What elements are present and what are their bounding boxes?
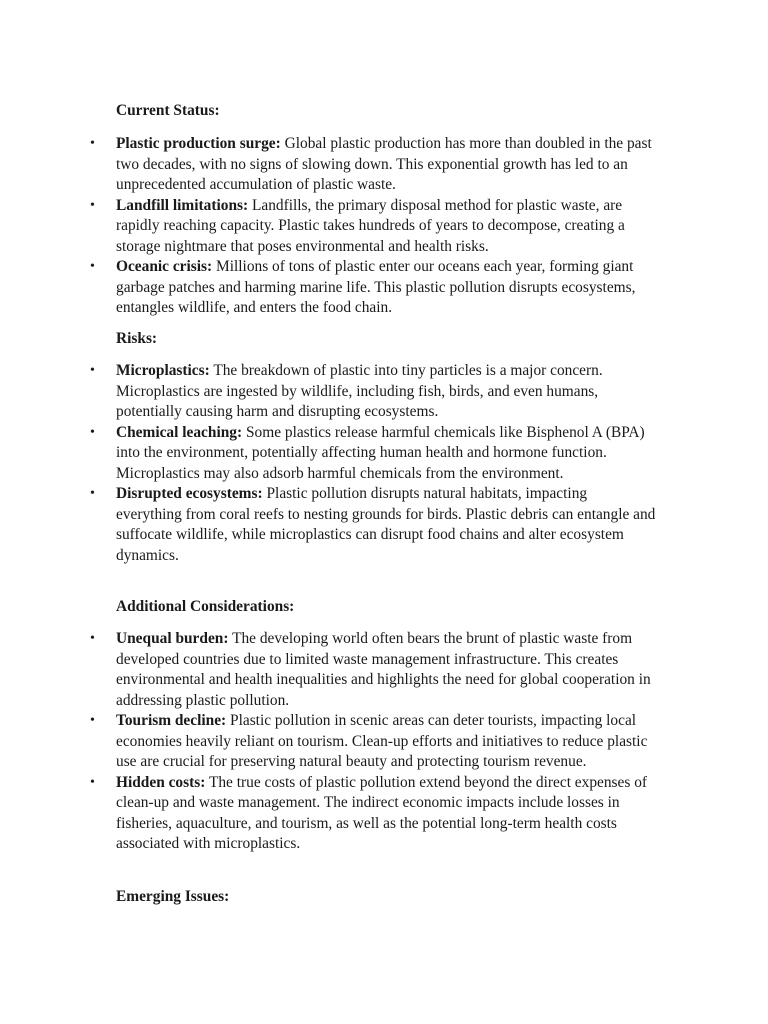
bullet-icon: •	[90, 631, 95, 646]
list-item	[90, 361, 656, 423]
item-term: Hidden costs:	[116, 773, 206, 791]
list-item	[90, 196, 656, 258]
bullet-icon: •	[90, 363, 95, 378]
bullet-icon: •	[90, 259, 95, 274]
item-term: Oceanic crisis:	[116, 258, 213, 275]
item-text: The breakdown of plastic into tiny particles is a major concern. Microplastics are ingested by wildlife, including fish, birds, and even humans, potentially causing harm and disrupting ecosystems.	[116, 362, 603, 420]
additional-considerations-list	[90, 629, 656, 855]
list-item	[90, 423, 656, 485]
item-text: Plastic pollution in scenic areas can deter tourists, impacting local economies heavily reliant on tourism. Clean-up efforts and initiatives to reduce plastic use are crucial for preserving natural beauty and protecting tourism revenue.	[116, 712, 648, 770]
list-item	[90, 629, 656, 711]
item-term: Landfill limitations:	[116, 196, 249, 214]
item-text: The developing world often bears the brunt of plastic waste from developed countries due to limited waste management infrastructure. This creates environmental and health inequalities and highlights the need for global cooperation in addressing plastic pollution.	[116, 630, 651, 709]
item-term: Disrupted ecosystems:	[116, 485, 263, 502]
item-term: Tourism decline:	[116, 712, 227, 729]
bullet-icon: •	[90, 424, 95, 440]
section-heading-risks: Risks:	[116, 330, 158, 347]
list-item	[90, 134, 656, 196]
bullet-icon: •	[90, 136, 95, 151]
bullet-icon: •	[90, 197, 95, 213]
bullet-icon: •	[90, 774, 95, 790]
item-term: Microplastics:	[116, 362, 210, 379]
item-text: The true costs of plastic pollution extend beyond the direct expenses of clean-up and waste management. The indirect economic impacts include losses in fisheries, aquaculture, and tourism, as well as the potential long-term health costs associated with microplastics.	[116, 773, 648, 852]
item-text: Some plastics release harmful chemicals like Bisphenol A (BPA) into the environment, potentially affecting human health and hormone function. Microplastics may also adsorb harmful chemicals from the environment.	[116, 423, 645, 482]
section-heading-current-status: Current Status:	[116, 102, 220, 119]
section-heading-additional-considerations: Additional Considerations:	[116, 598, 295, 615]
list-item	[90, 773, 656, 855]
item-text: Global plastic production has more than doubled in the past two decades, with no signs of slowing down. This exponential growth has led to an unprecedented accumulation of plastic waste.	[116, 135, 652, 193]
item-term: Plastic production surge:	[116, 135, 281, 152]
risks-list	[90, 361, 656, 566]
list-item	[90, 484, 656, 566]
item-term: Unequal burden:	[116, 630, 229, 647]
item-term: Chemical leaching:	[116, 423, 243, 441]
bullet-icon: •	[90, 486, 95, 501]
bullet-icon: •	[90, 713, 95, 728]
item-text: Millions of tons of plastic enter our oceans each year, forming giant garbage patches and harming marine life. This plastic pollution disrupts ecosystems, entangles wildlife, and enters the food chain.	[116, 258, 636, 316]
section-heading-emerging-issues: Emerging Issues:	[116, 888, 230, 905]
list-item	[90, 257, 656, 319]
item-text: Landfills, the primary disposal method for plastic waste, are rapidly reaching capacity. Plastic takes hundreds of years to decompose, creating a storage nightmare that poses environmental and health risks.	[116, 196, 625, 255]
list-item	[90, 711, 656, 773]
item-text: Plastic pollution disrupts natural habitats, impacting everything from coral reefs to nesting grounds for birds. Plastic debris can entangle and suffocate wildlife, while microplastics can disrupt food chains and alter ecosystem dynamics.	[116, 485, 656, 564]
current-status-list	[90, 134, 656, 319]
